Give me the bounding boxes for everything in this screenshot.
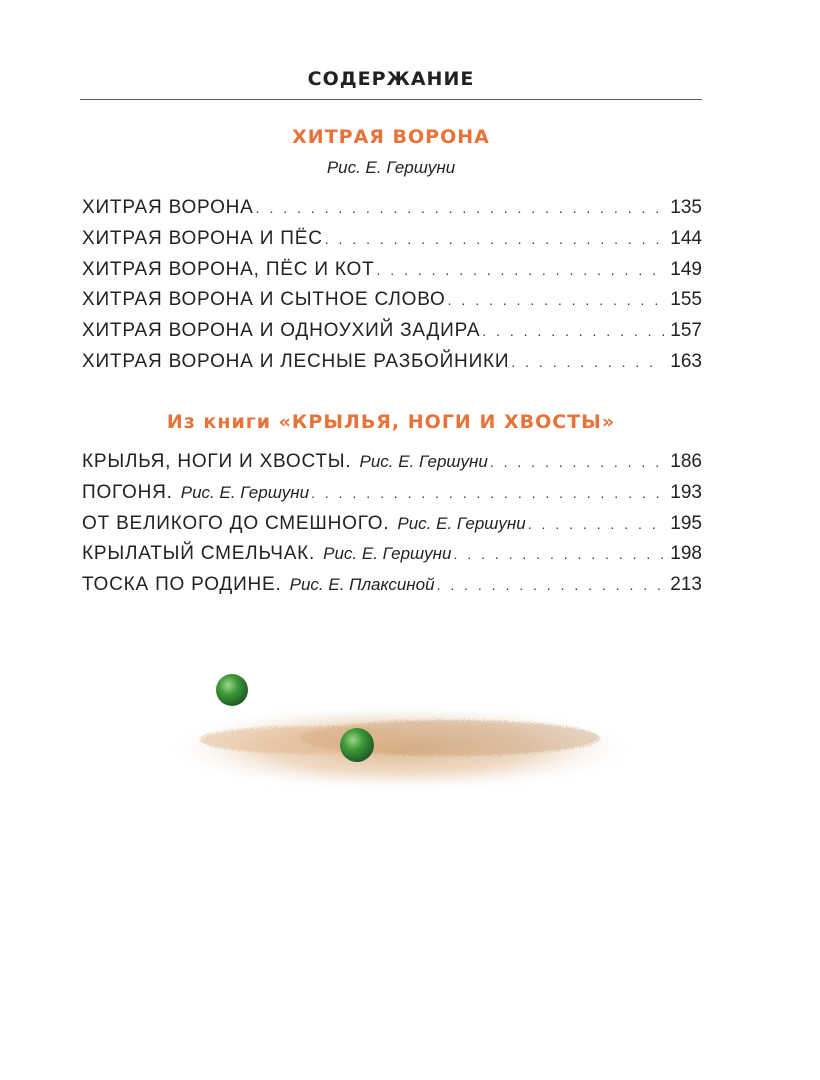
toc-entry-page: 149 — [670, 258, 702, 280]
toc-entry-page: 155 — [670, 289, 702, 311]
toc-entry-page: 157 — [670, 320, 702, 342]
title-divider — [80, 99, 702, 100]
toc-entry-title: КРЫЛЬЯ, НОГИ И ХВОСТЫ. — [82, 451, 352, 472]
toc-entry-page: 186 — [670, 451, 702, 472]
green-pea-icon — [216, 674, 248, 706]
toc-entry-illustrator: Рис. Е. Гершуни — [397, 513, 526, 533]
toc-entry-illustrator: Рис. Е. Гершуни — [180, 482, 310, 502]
page-title: СОДЕРЖАНИЕ — [307, 68, 475, 90]
toc-entry-title: КРЫЛАТЫЙ СМЕЛЬЧАК. — [82, 543, 316, 565]
toc-entry-page: 193 — [670, 481, 702, 503]
toc-entry-title: ХИТРАЯ ВОРОНА И ПЁС — [82, 227, 323, 249]
sand-streak — [200, 726, 420, 754]
section-heading-krylya-nogi-khvosty: Из книги «КРЫЛЬЯ, НОГИ И ХВОСТЫ» — [166, 411, 616, 433]
toc-entry[interactable] — [82, 478, 702, 509]
toc-entry[interactable] — [82, 193, 702, 224]
toc-entry-title: ОТ ВЕЛИКОГО ДО СМЕШНОГО. — [82, 512, 390, 534]
toc-entry[interactable] — [82, 570, 702, 601]
dot-leader — [490, 448, 664, 478]
toc-entry[interactable] — [82, 255, 702, 286]
section-illustrator-credit: Рис. Е. Гершуни — [326, 158, 456, 177]
toc-entry-page: 213 — [670, 574, 702, 596]
dot-leader — [482, 317, 664, 347]
toc-entry-illustrator: Рис. Е. Гершуни — [323, 544, 452, 564]
toc-entry-page: 195 — [670, 512, 702, 534]
dot-leader — [528, 510, 665, 540]
toc-entry-page: 163 — [670, 350, 702, 372]
toc-entry-title: ХИТРАЯ ВОРОНА И СЫТНОЕ СЛОВО — [82, 289, 446, 311]
toc-entry-title: ТОСКА ПО РОДИНЕ. — [82, 574, 282, 596]
dot-leader — [256, 194, 665, 224]
toc-entry[interactable] — [82, 224, 702, 255]
toc-entry-title: ПОГОНЯ. — [82, 481, 173, 503]
toc-entry[interactable] — [82, 509, 702, 540]
toc-list-section2 — [82, 447, 702, 601]
toc-entry[interactable] — [82, 285, 702, 316]
toc-list-section1 — [82, 193, 702, 378]
toc-entry[interactable] — [82, 447, 702, 478]
toc-entry[interactable] — [82, 539, 702, 570]
section-heading-khitraya-vorona: ХИТРАЯ ВОРОНА — [292, 126, 490, 148]
toc-entry-title: ХИТРАЯ ВОРОНА И ЛЕСНЫЕ РАЗБОЙНИКИ — [82, 350, 510, 372]
dot-leader — [448, 286, 665, 316]
toc-entry-page: 198 — [670, 543, 702, 565]
pea-on-sand-illustration — [160, 660, 630, 810]
dot-leader — [453, 540, 664, 570]
dot-leader — [437, 571, 665, 601]
toc-entry-title: ХИТРАЯ ВОРОНА, ПЁС И КОТ — [82, 258, 375, 280]
dot-leader — [511, 348, 664, 378]
toc-entry-illustrator: Рис. Е. Гершуни — [359, 452, 488, 471]
toc-entry-page: 144 — [670, 227, 702, 249]
toc-entry[interactable] — [82, 316, 702, 347]
toc-entry[interactable] — [82, 347, 702, 378]
toc-entry-page: 135 — [670, 197, 702, 218]
toc-entry-title: ХИТРАЯ ВОРОНА — [82, 197, 254, 218]
dot-leader — [377, 256, 665, 286]
toc-entry-illustrator: Рис. Е. Плаксиной — [289, 575, 435, 595]
dot-leader — [325, 225, 665, 255]
green-pea-icon — [340, 728, 374, 762]
dot-leader — [311, 479, 664, 509]
toc-entry-title: ХИТРАЯ ВОРОНА И ОДНОУХИЙ ЗАДИРА — [82, 320, 481, 342]
